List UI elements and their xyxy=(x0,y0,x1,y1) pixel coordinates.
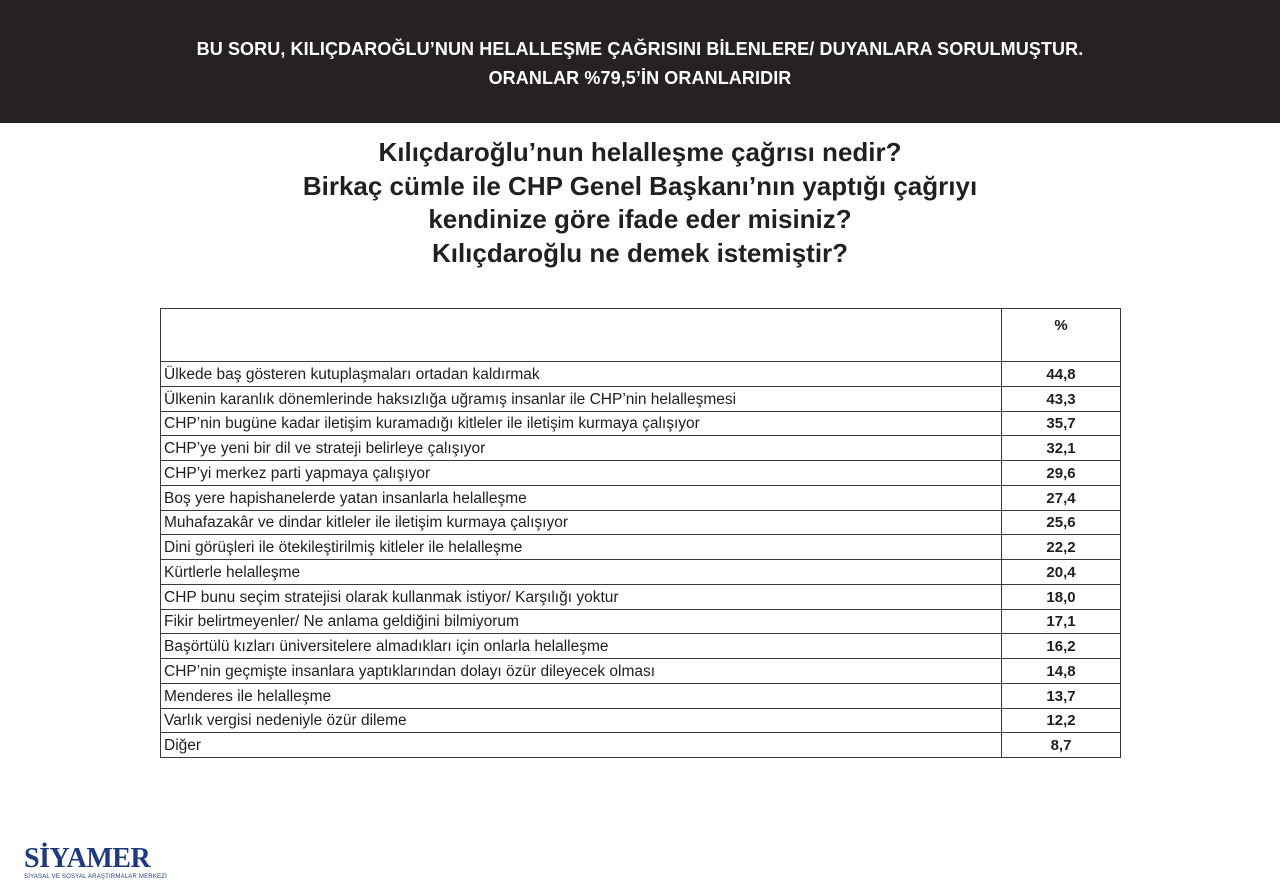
row-label: CHP bunu seçim stratejisi olarak kullanmak istiyor/ Karşılığı yoktur xyxy=(161,584,1002,609)
siyamer-logo xyxy=(24,845,184,885)
table-row xyxy=(161,708,1121,733)
question-line-3: kendinize göre ifade eder misiniz? xyxy=(428,204,852,234)
row-label: CHP’nin geçmişte insanlara yaptıklarından dolayı özür dileyecek olması xyxy=(161,659,1002,684)
row-value: 25,6 xyxy=(1002,510,1121,535)
row-value: 14,8 xyxy=(1002,659,1121,684)
header-percent-cell: % xyxy=(1002,309,1121,362)
table-row xyxy=(161,560,1121,585)
row-value: 32,1 xyxy=(1002,436,1121,461)
table-row xyxy=(161,485,1121,510)
row-label: Diğer xyxy=(161,733,1002,758)
row-value: 29,6 xyxy=(1002,461,1121,486)
table-row xyxy=(161,411,1121,436)
table-row xyxy=(161,659,1121,684)
header-label-cell xyxy=(161,309,1002,362)
table-row xyxy=(161,535,1121,560)
row-value: 27,4 xyxy=(1002,485,1121,510)
row-value: 16,2 xyxy=(1002,634,1121,659)
question-line-2: Birkaç cümle ile CHP Genel Başkanı’nın yaptığı çağrıyı xyxy=(302,170,978,201)
table-header-row xyxy=(161,309,1121,362)
table-row xyxy=(161,436,1121,461)
table-row xyxy=(161,584,1121,609)
row-label: Ülkenin karanlık dönemlerinde haksızlığa uğramış insanlar ile CHP’nin helalleşmesi xyxy=(161,386,1002,411)
table-row xyxy=(161,386,1121,411)
table-row xyxy=(161,510,1121,535)
row-value: 44,8 xyxy=(1002,362,1121,387)
logo-subtitle: SİYASAL VE SOSYAL ARAŞTIRMALAR MERKEZİ xyxy=(24,874,167,880)
table-row xyxy=(161,733,1121,758)
row-label: Muhafazakâr ve dindar kitleler ile iletişim kurmaya çalışıyor xyxy=(161,510,1002,535)
row-value: 13,7 xyxy=(1002,683,1121,708)
row-value: 12,2 xyxy=(1002,708,1121,733)
row-label: Menderes ile helalleşme xyxy=(161,683,1002,708)
row-label: Ülkede baş gösteren kutuplaşmaları ortadan kaldırmak xyxy=(161,362,1002,387)
table-row xyxy=(161,683,1121,708)
question-line-1: Kılıçdaroğlu’nun helalleşme çağrısı nedir? xyxy=(378,137,902,167)
row-label: Fikir belirtmeyenler/ Ne anlama geldiğini bilmiyorum xyxy=(161,609,1002,634)
row-value: 18,0 xyxy=(1002,584,1121,609)
row-value: 43,3 xyxy=(1002,386,1121,411)
row-value: 35,7 xyxy=(1002,411,1121,436)
table-row xyxy=(161,634,1121,659)
row-value: 17,1 xyxy=(1002,609,1121,634)
question-block xyxy=(0,136,1280,270)
row-label: Başörtülü kızları üniversitelere almadıkları için onlarla helalleşme xyxy=(161,634,1002,659)
table-row xyxy=(161,609,1121,634)
row-label: Boş yere hapishanelerde yatan insanlarla helalleşme xyxy=(161,485,1002,510)
row-label: Varlık vergisi nedeniyle özür dileme xyxy=(161,708,1002,733)
question-line-4: Kılıçdaroğlu ne demek istemiştir? xyxy=(431,237,849,268)
row-label: CHP’ye yeni bir dil ve strateji belirleye çalışıyor xyxy=(161,436,1002,461)
row-label: CHP’nin bugüne kadar iletişim kuramadığı kitleler ile iletişim kurmaya çalışıyor xyxy=(161,411,1002,436)
results-table xyxy=(160,308,1121,758)
header-banner xyxy=(0,0,1280,123)
row-label: CHP’yi merkez parti yapmaya çalışıyor xyxy=(161,461,1002,486)
row-value: 8,7 xyxy=(1002,733,1121,758)
logo-name: SİYAMER xyxy=(24,843,151,874)
table-row xyxy=(161,362,1121,387)
banner-line-2: ORANLAR %79,5’İN ORANLARIDIR xyxy=(488,67,792,88)
banner-line-1: BU SORU, KILIÇDAROĞLU’NUN HELALLEŞME ÇAĞRISINI BİLENLERE/ DUYANLARA SORULMUŞTUR. xyxy=(196,38,1084,59)
row-value: 22,2 xyxy=(1002,535,1121,560)
row-label: Dini görüşleri ile ötekileştirilmiş kitleler ile helalleşme xyxy=(161,535,1002,560)
table-row xyxy=(161,461,1121,486)
row-label: Kürtlerle helalleşme xyxy=(161,560,1002,585)
row-value: 20,4 xyxy=(1002,560,1121,585)
